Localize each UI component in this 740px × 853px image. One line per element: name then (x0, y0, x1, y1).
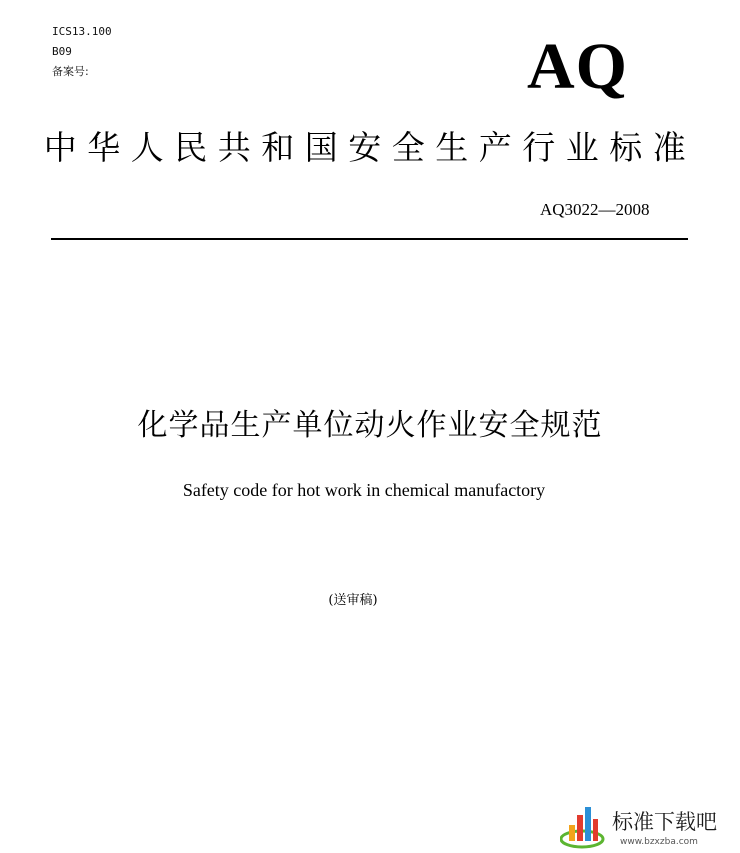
filing-number-label: 备案号: (52, 65, 89, 78)
standard-number: AQ3022—2008 (540, 200, 650, 219)
document-title-cn: 化学品生产单位动火作业安全规范 (137, 408, 603, 443)
bar-chart-logo-icon (560, 803, 608, 849)
document-title-en: Safety code for hot work in chemical manufactory (182, 480, 546, 500)
site-watermark (560, 803, 735, 851)
watermark-site-name: 标准下载吧 (612, 810, 717, 834)
standard-heading: 中华人民共和国安全生产行业标准 (43, 128, 697, 167)
watermark-url: www.bzxzba.com (620, 837, 698, 847)
draft-status: (送审稿) (328, 593, 378, 608)
header-divider (51, 238, 688, 240)
aq-logo: AQ (527, 30, 628, 103)
classification-code: B09 (52, 45, 72, 58)
ics-code: ICS13.100 (52, 25, 112, 38)
